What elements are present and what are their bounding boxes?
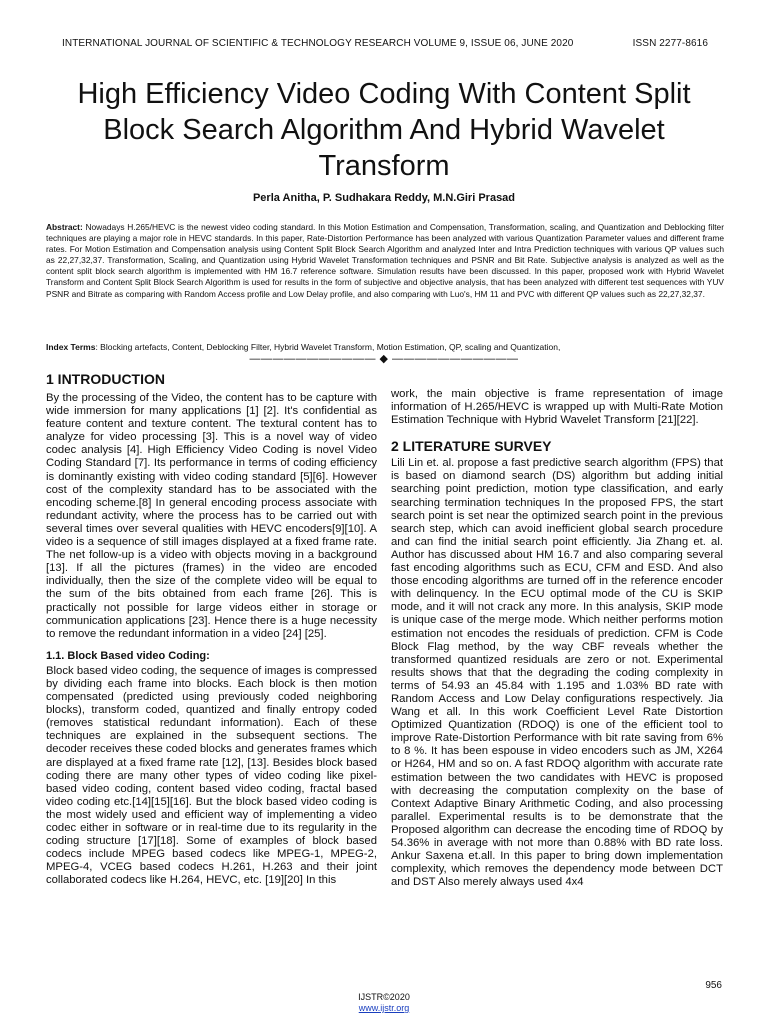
footer-org: IJSTR©2020 [358, 992, 410, 1002]
abstract [46, 222, 724, 300]
index-terms-label: Index Terms [46, 342, 96, 352]
footer-url-link[interactable]: www.ijstr.org [358, 1003, 410, 1013]
section-separator: ——————————— ◆ ——————————— [249, 353, 519, 365]
page-footer [0, 992, 768, 1014]
literature-survey-heading: 2 LITERATURE SURVEY [391, 438, 552, 455]
introduction-paragraph: By the processing of the Video, the content has to be capture with wide immersion for many applications [1] [2]. It's confidential as feature content and texture content. The textural content has to analyze for video processing [3]. This is a novel way of video codec analysis [4]. High Efficiency Video Coding is novel Video Coding Standard [7]. Its performance in terms of coding efficiency is dominantly existing with video coding standard [5][6]. However cost of the complexity standard has to be associated with the encoding scheme.[8] In general encoding process associate with redundant activity, where the process has to be carried out with several times over several qualities with HEVC encoders[9][10]. A video is a sequence of still images displayed at a fixed frame rate. The net follow-up is a video with objects moving in a background [13]. If all the pictures (frames) in the video are encoded individually, then the size of the complete video will be equal to the sum of the bits obtained from each frame [26]. This is practically not possible for large videos either in storage or communication applications [23]. Hence there is a huge necessity to remove the redundant information in a video [24] [25]. [46, 392, 377, 640]
introduction-heading: 1 INTRODUCTION [46, 371, 165, 387]
index-terms-text: : Blocking artefacts, Content, Deblocking Filter, Hybrid Wavelet Transform, Motion Estimation, QP, scaling and Quantization, [95, 342, 561, 352]
paper-title [40, 76, 728, 184]
literature-survey-paragraph: Lili Lin et. al. propose a fast predictive search algorithm (FPS) that is based on diamond search (DS) algorithm but adding initial searching point prediction, motion type classification, and early searching termination techniques In the proposed FPS, the start search point is set near the optimized search point in the previous search step, which can avoid inefficient global search procedure and can find the initial search point efficiently. Jia Zhang et. al. Author has discussed about HM 16.7 and also comparing several fast encoding algorithms such as ECU, CFM and ESD. And also those encoding algorithms are turned off in the reference encoder with delinquency. In the ECU optimal mode of the CU is SKIP mode, and it will not crack any more. In this analysis, SKIP mode is unique case of the merge mode. Which neither performs motion estimation not encodes the residuals of prediction. CFM is Code Block Flag method, by the way CBF reveals whether the transformed quantized residuals are zero or not. Experimental results shows that that the degrading the coding complexity in terms of 54.93 an 45.84 with 1.195 and 1.03% BD rate with Random Access and Low Delay configurations respectively. Jia Wang et all. In this work Coefficient Level Rate Distortion Optimized Quantization (RDOQ) is one of the efficient tool to improve Rate-Distortion Performance with bit rate saving from 6% to 8 %. It has been espouse in video encoders such as JM, X264 or H264, HM and so on. A fast RDOQ algorithm with accurate rate estimation between the two candidates with HEVC is proposed with decreasing the computation complexity on the base of Context Adaptive Binary Arithmetic Coding, and also processing parallel. Experimental results is to be demonstrate that the Proposed algorithm can decrease the encoding time of RDOQ by 54.36% in average with not more than 0.88% with BD rate loss. Ankur Saxena et.all. In this paper to bring down implementation complexity, which removes the dependency mode between DCT and DST Also merely always used 4x4 [391, 457, 723, 889]
issn-label: ISSN 2277-8616 [632, 38, 708, 49]
journal-header: INTERNATIONAL JOURNAL OF SCIENTIFIC & TECHNOLOGY RESEARCH VOLUME 9, ISSUE 06, JUNE 2020 [62, 38, 574, 49]
right-column [391, 388, 723, 889]
continued-paragraph: work, the main objective is frame representation of image information of H.265/HEVC is wrapped up with Multi-Rate Motion Estimation Technique with Hybrid Wavelet Transform [21][22]. [391, 388, 723, 427]
page-number: 956 [705, 980, 722, 991]
title-line-1: High Efficiency Video Coding With Content Split [77, 78, 691, 110]
left-column [46, 370, 377, 887]
abstract-text: Nowadays H.265/HEVC is the newest video coding standard. In this Motion Estimation and Compensation, Transformation, scaling, and Quantization and Deblocking filter techniques are playing a major role in HEVC standards. In this paper, Rate-Distortion Performance has been analyzed with various Quantization Parameter values and different frame rates. For Motion Estimation and Compensation analysis using Content Split Block Search Algorithm and analyzed Inter and Intra Prediction techniques with various QP values such as 22,27,32,37. Transformation, Scaling, and Quantization using Hybrid Wavelet Transformation techniques and PSNR and Bit Rate. Subjective analysis is analyzed as well as the content split block search algorithm is implemented with HM 16.7 reference software. Simulation results have been discussed. In this paper, proposed work with Hybrid Wavelet Transform and Content Split Block Search Algorithm is used for results in the form of subjective and objective analysis, that has been analyzed with different test sequences with YUV PSNR and Bitrate as comparing with Random Access profile and Low Delay profile, and also comparing with Luo's, HM 11 and PVC with different QP values such as 22,27,32,37. [46, 222, 724, 299]
block-coding-subheading: 1.1. Block Based video Coding: [46, 649, 210, 662]
authors: Perla Anitha, P. Sudhakara Reddy, M.N.Giri Prasad [252, 192, 516, 204]
block-coding-paragraph: Block based video coding, the sequence of images is compressed by dividing each frame into blocks. Each block is then motion compensated (predicted using previously coded neighboring blocks), transform coded, quantized and finally entropy coded (removes statistical redundant information). Each of these techniques are explained in the subsequent sections. The decoder receives these coded blocks and generates frames which are displayed at a fixed frame rate [12], [13]. Besides block based coding there are many other types of video coding like pixel-based video coding, content based video coding, fractal based video coding etc.[14][15][16]. But the block based video coding is the most widely used and efficient way of implementing a video codec either in software or in real-time due to its regularity in the coding structure [17][18]. Some of examples of block based codecs include MPEG based codecs like MPEG-1, MPEG-2, MPEG-4, VCEG based codecs H.261, H.263 and their joint collaborated codecs like H.264, HEVC, etc. [19][20] In this [46, 664, 377, 887]
title-line-2: Block Search Algorithm And Hybrid Wavelet [103, 114, 665, 146]
title-line-3: Transform [318, 150, 450, 182]
abstract-label: Abstract: [46, 222, 83, 232]
